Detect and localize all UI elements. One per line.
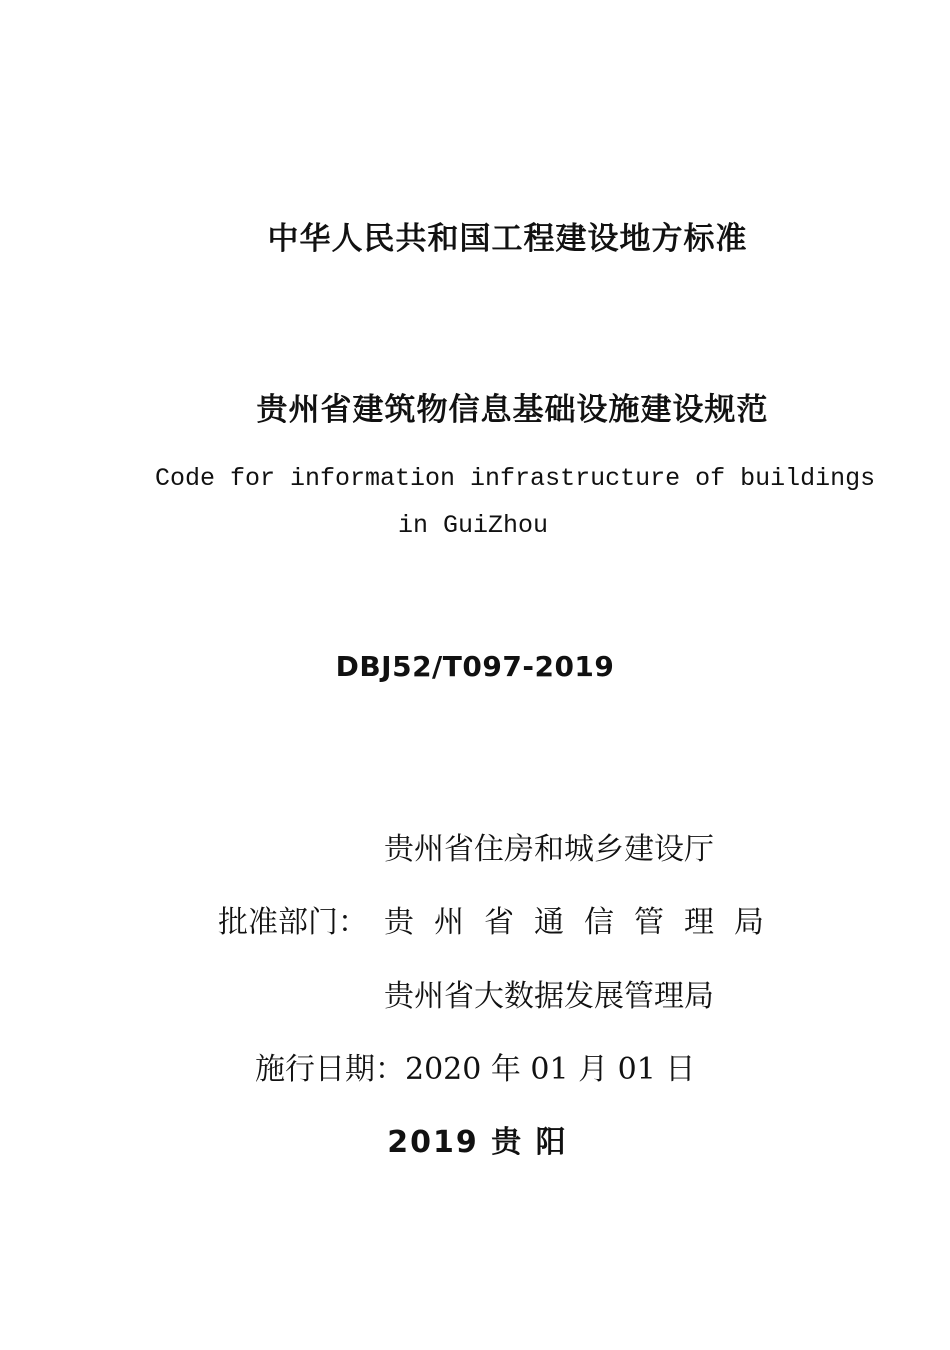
approval-label: 批准部门： <box>218 905 368 940</box>
standard-number: DBJ52/T097-2019 <box>335 650 615 683</box>
title-english-line-2: in GuiZhou <box>397 511 549 540</box>
approving-department-1: 贵州省住房和城乡建设厅 <box>384 832 714 867</box>
effective-date: 施行日期：2020 年 01 月 01 日 <box>255 1052 696 1087</box>
place-and-year: 2019 贵 阳 <box>387 1125 568 1160</box>
approving-department-2: 贵州省通信管理局 <box>384 905 784 940</box>
title-chinese: 贵州省建筑物信息基础设施建设规范 <box>256 392 769 428</box>
approving-department-3: 贵州省大数据发展管理局 <box>384 979 714 1014</box>
standard-heading: 中华人民共和国工程建设地方标准 <box>267 221 748 257</box>
title-english-line-1: Code for information infrastructure of buildings <box>155 464 876 493</box>
